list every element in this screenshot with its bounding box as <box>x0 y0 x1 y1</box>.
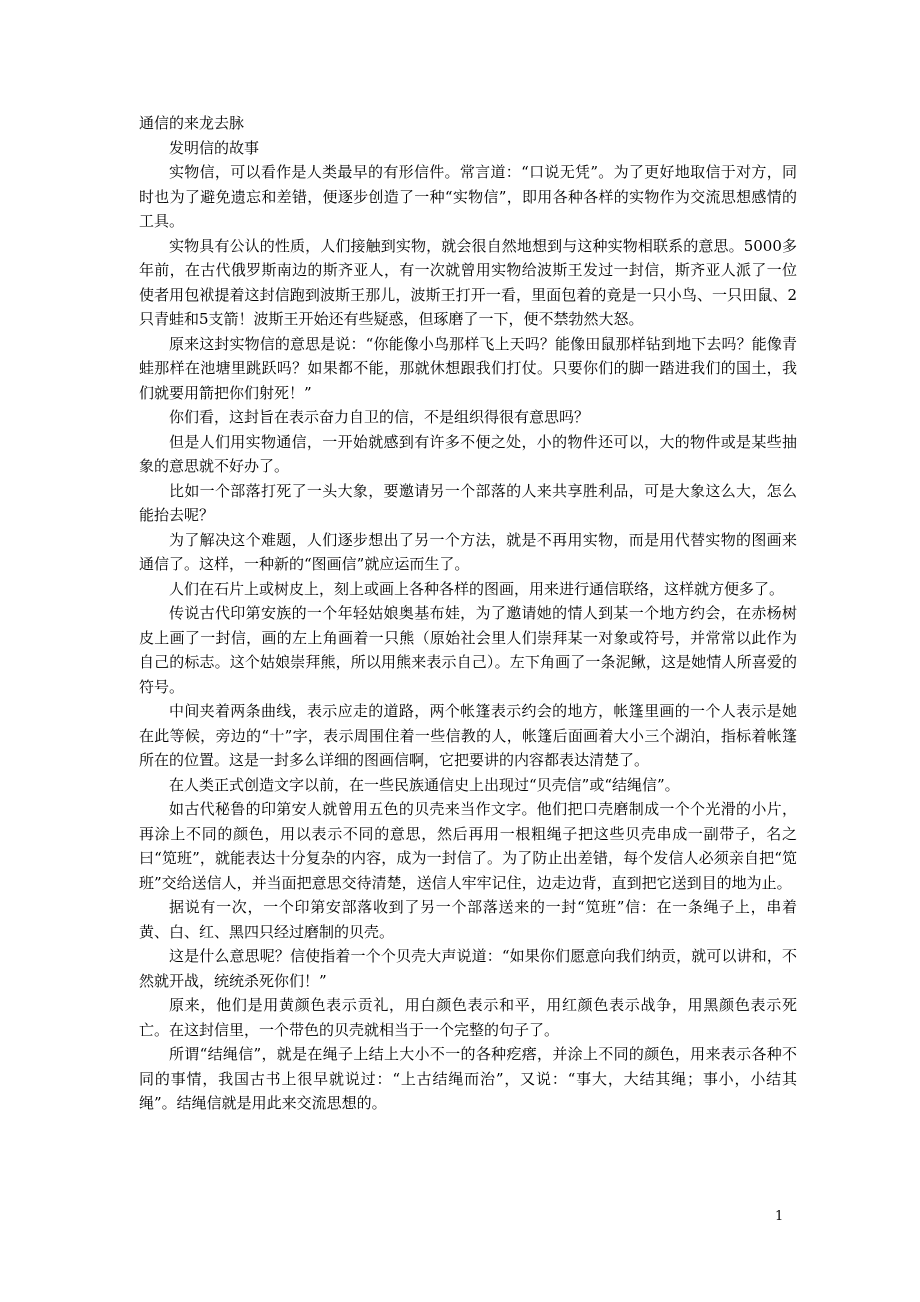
document-title: 通信的来龙去脉 <box>139 114 245 132</box>
paragraph: 为了解决这个难题，人们逐步想出了另一个方法，就是不再用实物，而是用代替实物的图画来通信了。这样，一种新的“图画信”就应运而生了。 <box>139 530 797 573</box>
paragraph: 你们看，这封旨在表示奋力自卫的信，不是组织得很有意思吗？ <box>169 408 590 426</box>
page-number: 1 <box>775 1209 784 1224</box>
paragraph: 据说有一次，一个印第安部落收到了另一个部落送来的一封“笕班”信：在一条绳子上，串着黄、白、红、黑四只经过磨制的贝壳。 <box>139 898 797 941</box>
paragraph: 实物具有公认的性质，人们接触到实物，就会很自然地想到与这种实物相联系的意思。5000多年前，在古代俄罗斯南边的斯齐亚人，有一次就曾用实物给波斯王发过一封信，斯齐亚人派了一位使者用包袱提着这封信跑到波斯王那儿，波斯王打开一看，里面包着的竟是一只小鸟、一只田鼠、2只青蛙和5支箭！波斯王开始还有些疑惑，但琢磨了一下，便不禁勃然大怒。 <box>139 236 797 328</box>
paragraph: 实物信，可以看作是人类最早的有形信件。常言道：“口说无凭”。为了更好地取信于对方，同时也为了避免遗忘和差错，便逐步创造了一种“实物信”，即用各种各样的实物作为交流思想感情的工具。 <box>139 163 797 230</box>
section-subtitle: 发明信的故事 <box>169 138 260 157</box>
paragraph: 人们在石片上或树皮上，刻上或画上各种各样的图画，用来进行通信联络，这样就方便多了。 <box>169 579 785 598</box>
paragraph: 原来，他们是用黄颜色表示贡礼，用白颜色表示和平，用红颜色表示战争，用黑颜色表示死亡。在这封信里，一个带色的贝壳就相当于一个完整的句子了。 <box>139 996 797 1039</box>
paragraph: 如古代秘鲁的印第安人就曾用五色的贝壳来当作文字。他们把口壳磨制成一个个光滑的小片，再涂上不同的颜色，用以表示不同的意思，然后再用一根粗绳子把这些贝壳串成一副带子，名之曰“笕班”，就能表达十分复杂的内容，成为一封信了。为了防止出差错，每个发信人必须亲自把“笕班”交给送信人，并当面把意思交待清楚，送信人牢牢记住，边走边背，直到把它送到目的地为止。 <box>139 800 797 892</box>
paragraph: 这是什么意思呢？信使指着一个个贝壳大声说道：“如果你们愿意向我们纳贡，就可以讲和，不然就开战，统统杀死你们！” <box>139 947 797 990</box>
paragraph: 比如一个部落打死了一头大象，要邀请另一个部落的人来共享胜利品，可是大象这么大，怎么能抬去呢？ <box>139 481 797 524</box>
paragraph: 传说古代印第安族的一个年轻姑娘奥基布娃，为了邀请她的情人到某一个地方约会，在赤杨树皮上画了一封信，画的左上角画着一只熊（原始社会里人们崇拜某一对象或符号，并常常以此作为自己的标志。这个姑娘崇拜熊，所以用熊来表示自己）。左下角画了一条泥鳅，这是她情人所喜爱的符号。 <box>139 604 797 696</box>
paragraph: 中间夹着两条曲线，表示应走的道路，两个帐篷表示约会的地方，帐篷里画的一个人表示是她在此等候，旁边的“十”字，表示周围住着一些信教的人，帐篷后面画着大小三个湖泊，指标着帐篷所在的位置。这是一封多么详细的图画信啊，它把要讲的内容都表达清楚了。 <box>139 702 797 769</box>
document-body <box>139 111 797 1116</box>
paragraph: 但是人们用实物通信，一开始就感到有许多不便之处，小的物件还可以，大的物件或是某些抽象的意思就不好办了。 <box>139 432 797 475</box>
paragraph: 原来这封实物信的意思是说：“你能像小鸟那样飞上天吗？能像田鼠那样钻到地下去吗？能像青蛙那样在池塘里跳跃吗？如果都不能，那就休想跟我们打仗。只要你们的脚一踏进我们的国土，我们就要用箭把你们射死！” <box>139 334 797 402</box>
paragraph: 所谓“结绳信”，就是在绳子上结上大小不一的各种疙瘩，并涂上不同的颜色，用来表示各种不同的事情，我国古书上很早就说过：“上古结绳而治”，又说：“事大，大结其绳；事小，小结其绳”。结绳信就是用此来交流思想的。 <box>139 1045 797 1112</box>
paragraph: 在人类正式创造文字以前，在一些民族通信史上出现过“贝壳信”或“结绳信”。 <box>169 775 680 794</box>
